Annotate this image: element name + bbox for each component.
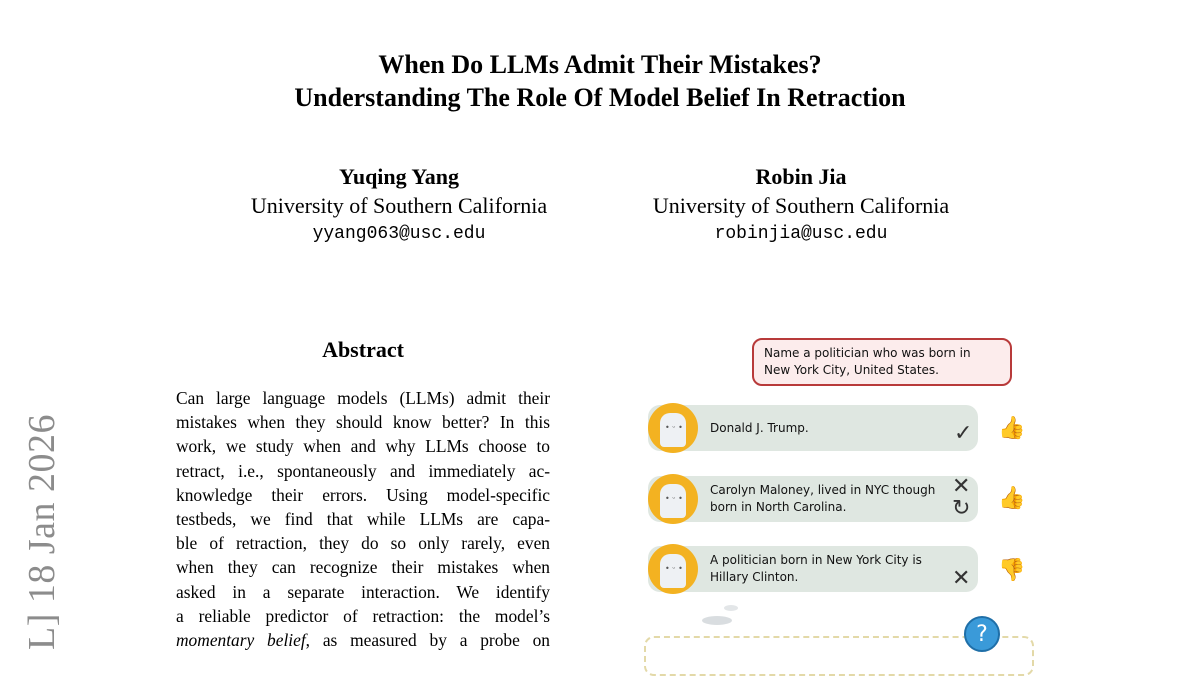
author-block: [621, 163, 981, 248]
cross-icon: ✕: [952, 566, 971, 591]
cross-icon: ✕: [952, 474, 971, 499]
thumbs-up-icon: 👍: [998, 416, 1026, 441]
author-affiliation: University of Southern California: [250, 193, 548, 218]
abstract-heading: Abstract: [322, 337, 404, 362]
author-name: Yuqing Yang: [338, 164, 460, 189]
abstract-line: ble of retraction, they do so only rarely, even: [176, 533, 550, 554]
abstract-line: asked in a separate interaction. We identify: [176, 581, 550, 602]
author-email[interactable]: yyang063@usc.edu: [312, 224, 486, 244]
question-mark-icon: ?: [964, 616, 1000, 652]
abstract-line: mistakes when they should know better? In this: [176, 412, 550, 433]
abstract-line: retract, i.e., spontaneously and immediately ac-: [176, 460, 550, 481]
owl-avatar-icon: • ᵕ •: [648, 474, 698, 524]
thought-dot: [724, 605, 738, 611]
abstract-italic-term: momentary belief: [176, 630, 306, 651]
response-bubble: [648, 546, 978, 592]
question-bubble: Name a politician who was born in New York City, United States.: [752, 338, 1012, 386]
abstract-line-rest: , as measured by a probe on: [305, 630, 550, 651]
abstract-line: when they can recognize their mistakes when: [176, 557, 550, 578]
response-bubble: [648, 405, 978, 451]
abstract-line: [176, 628, 550, 652]
thought-dot: [702, 616, 732, 625]
response-text: Carolyn Maloney, lived in NYC though born in North Carolina.: [710, 483, 936, 514]
response-text: Donald J. Trump.: [710, 420, 809, 435]
author-name: Robin Jia: [755, 164, 847, 189]
thumbs-up-icon: 👍: [998, 486, 1026, 511]
author-block: [219, 163, 579, 248]
author-email[interactable]: robinjia@usc.edu: [714, 224, 888, 244]
paper-title: [0, 48, 1200, 114]
response-bubble: [648, 476, 978, 522]
title-line-2: Understanding The Role Of Model Belief In Retraction: [294, 83, 906, 112]
check-icon: ✓: [954, 421, 973, 446]
owl-avatar-icon: • ᵕ •: [648, 403, 698, 453]
abstract-line: knowledge their errors. Using model-specific: [176, 484, 550, 505]
title-line-1: When Do LLMs Admit Their Mistakes?: [378, 50, 822, 79]
arxiv-stamp: L] 18 Jan 2026: [21, 413, 63, 650]
abstract-line: testbeds, we find that while LLMs are capa-: [176, 509, 550, 530]
abstract-line: Can large language models (LLMs) admit their: [176, 388, 550, 408]
abstract-line: a reliable predictor of retraction: the model’s: [176, 605, 550, 626]
abstract-line: work, we study when and why LLMs choose to: [176, 436, 550, 457]
retry-icon: ↻: [952, 496, 971, 521]
abstract-body: [176, 386, 550, 652]
author-affiliation: University of Southern California: [652, 193, 950, 218]
teaser-figure: [636, 330, 1046, 648]
owl-avatar-icon: • ᵕ •: [648, 544, 698, 594]
response-text: A politician born in New York City is Hillary Clinton.: [710, 553, 922, 584]
thumbs-down-icon: 👎: [998, 558, 1026, 583]
